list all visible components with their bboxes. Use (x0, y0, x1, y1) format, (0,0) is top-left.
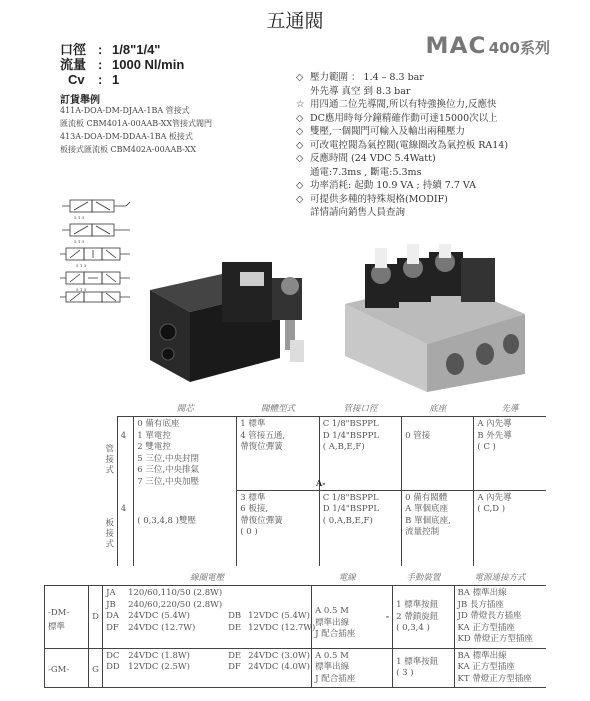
bullet-icon (296, 206, 310, 220)
feature-item (296, 166, 508, 180)
voltage-row (106, 662, 308, 674)
option-line: 1 標準 (240, 419, 266, 429)
bullet-icon: ◇ (296, 180, 304, 191)
port-options-pipe (319, 417, 401, 491)
option-line: ( C ) (477, 442, 496, 452)
voltage-cell: 24VDC (1.8W) (128, 650, 190, 661)
order-example: 板接式匯流板 CBM402A-00AAB-XX (60, 145, 197, 154)
feature-list (296, 71, 508, 220)
order-example: 匯流板 CBM401A-00AAB-XX管接式閥門 (60, 119, 213, 128)
pilot-options-pipe (474, 417, 546, 491)
spool-options-plate (134, 490, 237, 566)
schematic-symbol-5 (60, 292, 130, 302)
option-line: BA 標準出線 (457, 650, 507, 661)
gm-wire-options (312, 648, 383, 688)
dm-manual-options (393, 586, 454, 649)
feature-item (296, 206, 508, 220)
feature-item (296, 85, 508, 99)
voltage-cell: DF (106, 622, 119, 633)
order-example-list (60, 104, 212, 156)
option-line: 流量控制 (405, 527, 440, 537)
electrical-options-table (44, 571, 546, 688)
voltage-cell: DF (228, 662, 241, 672)
voltage-cell: DA (106, 611, 120, 621)
option-line: ( 3 ) (396, 668, 414, 678)
voltage-row (106, 622, 316, 635)
bullet-icon: ◇ (296, 153, 304, 164)
feature-text: 可改電控閥為氣控閥(電線圈改為氣控板 RA14) (310, 139, 509, 151)
voltage-cell: 12VDC (12.7W) (248, 622, 316, 633)
option-line: KA 正方型插座 (457, 622, 515, 633)
voltage-row (106, 651, 308, 663)
pilot-options-plate (474, 490, 546, 566)
feature-text: 壓力範圍 ： 1.4 – 8.3 bar (310, 72, 424, 83)
option-line: 標準出線 (315, 662, 350, 672)
option-line: D 1/4"BSPPL (322, 430, 379, 441)
spec-key: 流量 (60, 57, 87, 72)
dm-code: -DM- (48, 608, 70, 618)
option-line: ( 0,3,4 ) (396, 623, 430, 633)
header-wire: 電線 (338, 573, 356, 583)
feature-item (296, 112, 508, 126)
spec-value: 1000 Nl/min (112, 57, 185, 72)
schematic-symbol-3 (60, 248, 130, 268)
option-line: 1 標準按鈕 (396, 656, 439, 667)
gm-manual-options (393, 648, 454, 688)
port-options-plate (319, 490, 401, 566)
valve-photo-manifold (335, 244, 535, 394)
option-line: ( A,B,E,F) (322, 442, 365, 452)
option-line: A 0.5 M (315, 650, 349, 661)
feature-item (296, 179, 508, 193)
spec-row: 流量 : 1000 Nl/min (60, 57, 185, 72)
code-pipe: 4 (117, 417, 133, 491)
voltage-cell: DE (228, 650, 242, 661)
feature-item (296, 125, 508, 139)
a-code-marker: A- (316, 478, 326, 488)
dm-wire-options (312, 586, 383, 649)
option-line: 0 備有閥體 (405, 492, 448, 503)
option-line: C 1/8"BSPPL (322, 419, 379, 429)
option-line: ( 0,A,B,E,F) (322, 515, 373, 526)
voltage-cell: DD (106, 662, 120, 672)
valve-schematic-group (60, 196, 136, 306)
bullet-icon (296, 166, 310, 180)
bullet-icon (296, 85, 310, 99)
option-line: 5 三位,中央封閉 (137, 453, 200, 464)
schematic-symbol-2 (62, 224, 130, 244)
spec-list (60, 42, 184, 87)
gm-connection-options (454, 648, 546, 688)
row-label-plate: 板接式 (103, 518, 114, 550)
feature-text: 用四通二位先導閥,所以有特強換位力,反應快 (310, 99, 497, 110)
feature-text: 外先導 真空 到 8.3 bar (310, 85, 411, 97)
option-line: 3 標準 (240, 492, 266, 503)
voltage-cell: 12VDC (5.4W) (248, 611, 310, 621)
header-pilot: 先導 (501, 404, 519, 414)
schematic-symbol-4 (60, 272, 130, 292)
code-plate: 4 (117, 490, 133, 566)
option-line: KA 正方型插座 (457, 662, 515, 672)
spec-key: Cv (68, 72, 85, 87)
pipe-row (76, 417, 546, 491)
body-options-pipe (237, 417, 319, 491)
voltage-cell: 12VDC (2.5W) (128, 662, 190, 672)
option-line: BA 標準出線 (457, 588, 507, 598)
voltage-cell: 24VDC (12.7W) (128, 622, 196, 633)
feature-text: DC應用時每分鐘精確作動可達15000次以上 (310, 112, 498, 124)
plate-row (76, 490, 546, 566)
svg-text:5 1 3: 5 1 3 (74, 215, 85, 220)
voltage-cell: DC (106, 650, 120, 661)
feature-item (296, 139, 508, 153)
option-line: A 0.5 M (315, 606, 349, 616)
voltage-cell: DE (228, 622, 242, 633)
feature-item (296, 152, 508, 166)
voltage-row (106, 611, 308, 623)
bullet-icon: ◇ (296, 126, 304, 137)
header-coil-voltage: 線圈電壓 (190, 573, 225, 583)
row-label-pipe: 管接式 (103, 443, 114, 475)
dm-letter: D (89, 586, 103, 649)
option-line: 0 管接 (405, 431, 431, 441)
dm-row (45, 586, 547, 649)
schematic-symbol-1 (62, 200, 130, 220)
base-options-pipe (402, 417, 474, 491)
option-line: A 內先導 (477, 492, 512, 503)
option-line: JD 帶燈長方插座 (457, 611, 522, 621)
voltage-cell: 24VDC (5.4W) (128, 611, 190, 621)
header-body: 閥體型式 (260, 404, 295, 414)
feature-item (296, 98, 508, 112)
voltage-cell: JB (106, 599, 116, 610)
brand-name: MAC (425, 34, 487, 59)
option-line: 6 板接, (240, 504, 269, 514)
option-line: 6 三位,中央排氣 (137, 465, 200, 475)
bullet-icon: ◇ (296, 139, 304, 151)
option-line: KD 帶燈正方型插座 (457, 634, 533, 644)
header-spool: 閥芯 (176, 404, 194, 414)
dm-manual-dash: - (383, 586, 393, 649)
option-line: 4 管接五通, (240, 430, 286, 441)
option-line: 7 三位,中央加壓 (137, 476, 200, 487)
voltage-row (106, 588, 308, 600)
voltage-cell (248, 600, 308, 612)
spec-value: 1 (112, 72, 120, 87)
feature-text: 功率消耗: 起動 10.9 VA ; 持續 7.7 VA (310, 180, 476, 191)
order-example: 413A-DOA-DM-DDAA-1BA 板接式 (60, 132, 193, 141)
option-line: 2 雙電控 (137, 442, 171, 452)
gm-code: -GM- (45, 648, 89, 688)
feature-item (296, 71, 508, 85)
gm-voltage-list (103, 648, 312, 688)
option-line: JB 長方插座 (457, 599, 504, 610)
voltage-cell: DB (228, 611, 242, 621)
bullet-icon: ☆ (296, 99, 305, 110)
option-line: 1 標準按鈕 (396, 600, 439, 610)
spool-options-pipe (134, 417, 237, 491)
bullet-icon: ◇ (296, 193, 304, 205)
spec-row: 口徑 : 1/8"1/4" (60, 42, 161, 57)
option-line: B 外先導 (477, 430, 512, 441)
order-heading: 訂貨舉例 (60, 95, 100, 106)
voltage-cell (228, 600, 248, 612)
svg-text:5 1 3: 5 1 3 (76, 287, 87, 292)
header-base: 底座 (429, 404, 447, 414)
option-line: D 1/4"BSPPL (322, 504, 379, 514)
option-line: A 內先導 (477, 419, 512, 429)
brand-logo (427, 34, 550, 59)
gm-letter: G (89, 648, 103, 688)
feature-text: 雙壓,一個閥門可輸入及輸出兩種壓力 (310, 126, 466, 137)
body-options-plate (237, 490, 319, 566)
option-line: 帶復位彈簧 (240, 442, 283, 452)
series-name: 400系列 (488, 39, 550, 57)
option-line: 2 帶鎖旋鈕 (396, 611, 439, 622)
voltage-cell (228, 588, 248, 600)
valve-photo-single (140, 250, 320, 390)
spec-key: 口徑 (60, 42, 87, 57)
option-line: ( 0,3,4,8 )雙壓 (137, 516, 196, 526)
feature-text: 通電:7.3ms , 斷電:5.3ms (310, 166, 422, 178)
option-line: B 單個底座, (405, 515, 451, 526)
bullet-icon: ◇ (296, 72, 304, 83)
header-manual: 手動裝置 (406, 573, 441, 583)
header-connection: 電源連接方式 (474, 573, 526, 583)
voltage-cell: 240/60,220/50 (2.8W) (128, 599, 223, 610)
option-line: ( 0 ) (240, 527, 258, 537)
feature-text: 詳情請向銷售人員查詢 (310, 207, 406, 218)
voltage-cell: JA (106, 588, 116, 598)
voltage-cell: 24VDC (3.0W) (248, 650, 310, 661)
svg-text:5 1 3: 5 1 3 (74, 239, 85, 244)
feature-text: 反應時間 (24 VDC 5.4Watt) (310, 153, 436, 164)
dm-label: 標準 (48, 622, 66, 632)
voltage-cell: 24VDC (4.0W) (248, 662, 310, 672)
page-title: 五通閥 (266, 10, 324, 32)
voltage-cell (248, 588, 308, 600)
base-options-plate (402, 490, 474, 566)
voltage-row (106, 600, 308, 612)
bullet-icon: ◇ (296, 112, 304, 124)
gm-row (45, 648, 547, 688)
spec-row: Cv : 1 (60, 72, 184, 87)
header-port: 管接口徑 (343, 404, 378, 414)
svg-text:5 1 3: 5 1 3 (76, 263, 87, 268)
option-line: 帶復位彈簧 (240, 515, 283, 526)
option-line: ( C,D ) (477, 504, 506, 514)
option-line: KT 帶燈正方型插座 (457, 673, 532, 684)
option-line: 1 單電控 (137, 430, 171, 441)
option-line: C 1/8"BSPPL (322, 492, 379, 503)
option-line: 標準出線 (315, 617, 350, 628)
spec-value: 1/8"1/4" (112, 42, 161, 57)
option-line: 0 備有底座 (137, 419, 180, 429)
option-line: J 配合插座 (315, 673, 356, 684)
feature-text: 可提供多種的特殊規格(MODIF) (310, 193, 448, 205)
option-line: J 配合插座 (315, 629, 356, 639)
order-example: 411A-DOA-DM-DJAA-1BA 管接式 (60, 106, 190, 115)
dm-voltage-list (103, 586, 316, 649)
option-line: A 單個底座 (405, 504, 449, 514)
voltage-cell: 120/60,110/50 (2.8W) (128, 588, 223, 598)
feature-item (296, 193, 508, 207)
model-code-table (76, 402, 546, 566)
dm-connection-options (454, 586, 546, 649)
